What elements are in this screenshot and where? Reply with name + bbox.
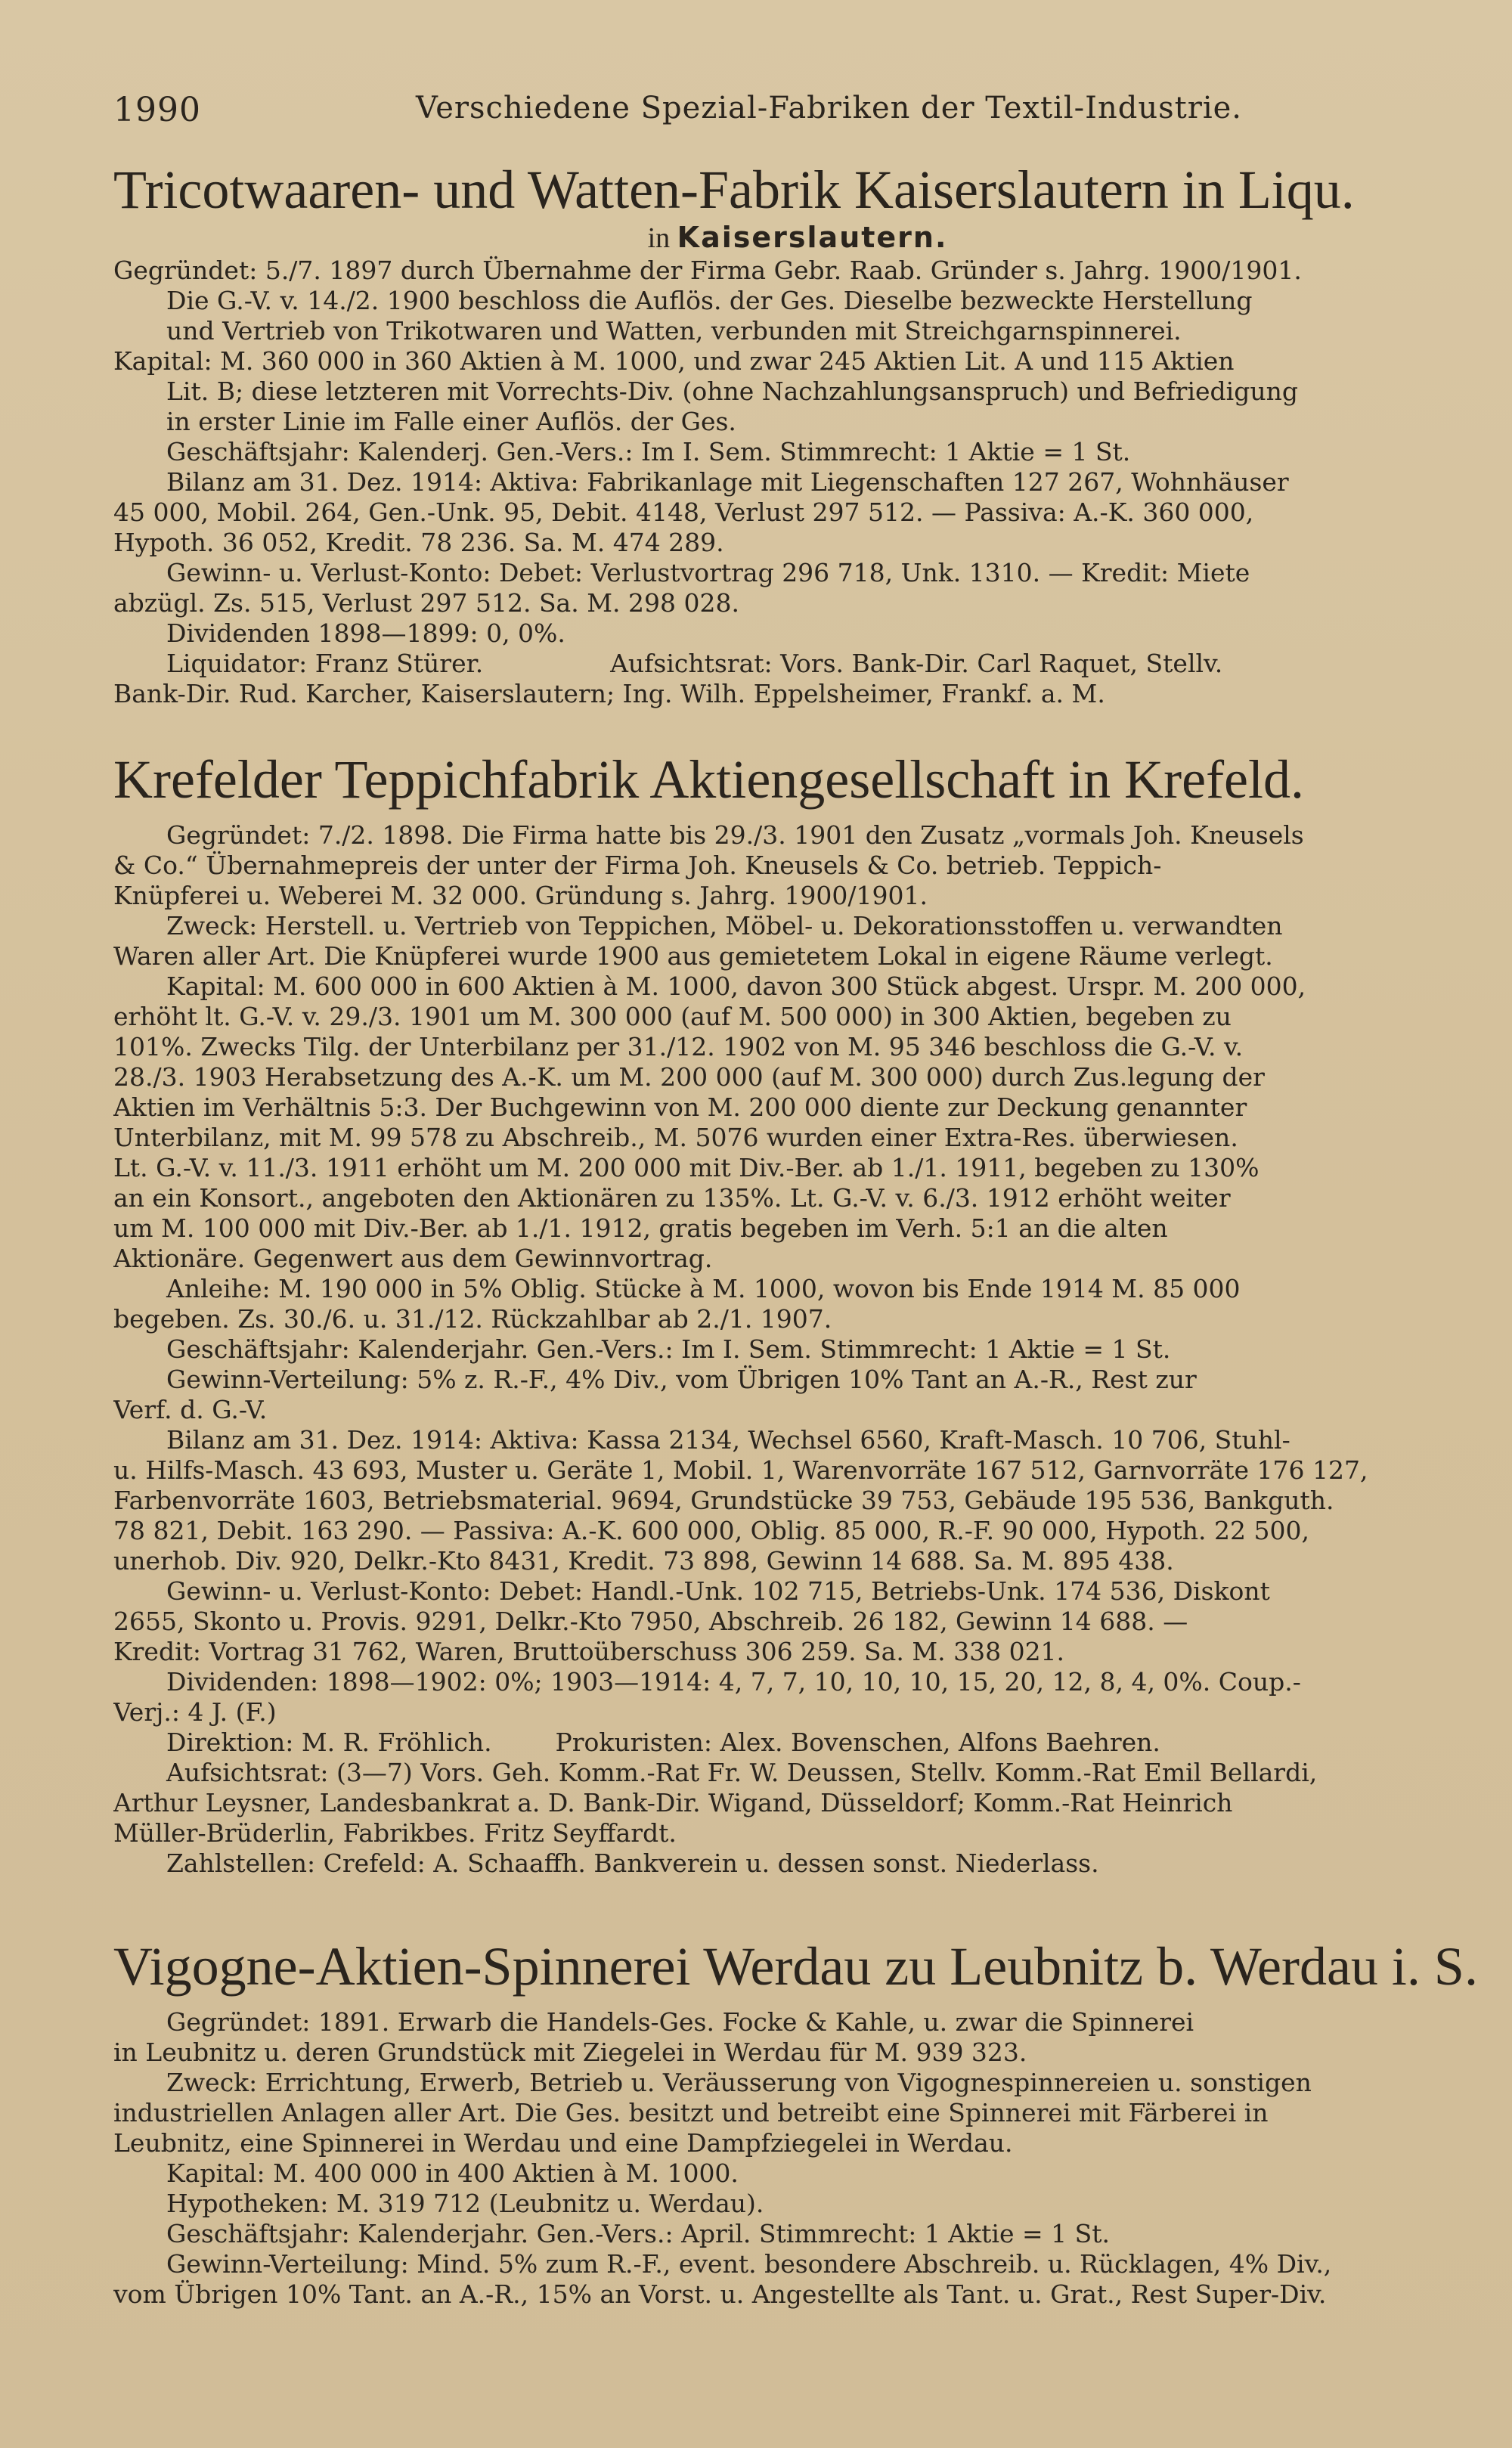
entry-line: Zweck: Errichtung, Erwerb, Betrieb u. Veräusserung von Vigognespinnereien u. sonstigen: [166, 2068, 1312, 2097]
entry-line: Knüpferei u. Weberei M. 32 000. Gründung s. Jahrg. 1900/1901.: [113, 881, 928, 910]
entry-line: in erster Linie im Falle einer Auflös. der Ges.: [166, 407, 736, 436]
entry-line: Müller-Brüderlin, Fabrikbes. Fritz Seyffardt.: [113, 1818, 677, 1848]
entry-line: Gewinn-Verteilung: 5% z. R.-F., 4% Div., vom Übrigen 10% Tant an A.-R., Rest zur: [166, 1365, 1197, 1394]
company-title: Tricotwaaren- und Watten-Fabrik Kaiserslautern in Liqu.: [113, 160, 1355, 220]
company-title: Krefelder Teppichfabrik Aktiengesellschaft in Krefeld.: [113, 749, 1304, 810]
entry-line: Kredit: Vortrag 31 762, Waren, Bruttoüberschuss 306 259. Sa. M. 338 021.: [113, 1637, 1065, 1666]
entry-line: Leubnitz, eine Spinnerei in Werdau und eine Dampfziegelei in Werdau.: [113, 2128, 1013, 2158]
company-location: [113, 220, 1482, 256]
entry-line: Lt. G.-V. v. 11./3. 1911 erhöht um M. 200 000 mit Div.-Ber. ab 1./1. 1911, begeben zu 130%: [113, 1153, 1259, 1182]
entry-line: Gegründet: 5./7. 1897 durch Übernahme der Firma Gebr. Raab. Gründer s. Jahrg. 1900/1901.: [113, 256, 1302, 285]
entry-line: in Leubnitz u. deren Grundstück mit Ziegelei in Werdau für M. 939 323.: [113, 2037, 1027, 2067]
page-number: 1990: [113, 91, 201, 129]
entry-line: Direktion: M. R. Fröhlich. Prokuristen: Alex. Bovenschen, Alfons Baehren.: [166, 1728, 1160, 1757]
entry-line: Aktionäre. Gegenwert aus dem Gewinnvortrag.: [113, 1244, 713, 1273]
entry-line: Kapital: M. 400 000 in 400 Aktien à M. 1000.: [166, 2158, 739, 2188]
entry-line: Gewinn- u. Verlust-Konto: Debet: Handl.-Unk. 102 715, Betriebs-Unk. 174 536, Diskont: [166, 1576, 1270, 1606]
entry-line: Gegründet: 1891. Erwarb die Handels-Ges. Focke & Kahle, u. zwar die Spinnerei: [166, 2007, 1194, 2037]
entry-line: Bilanz am 31. Dez. 1914: Aktiva: Fabrikanlage mit Liegenschaften 127 267, Wohnhäuser: [166, 467, 1289, 497]
entry-line: und Vertrieb von Trikotwaren und Watten, verbunden mit Streichgarnspinnerei.: [166, 316, 1182, 346]
entry-line: industriellen Anlagen aller Art. Die Ges. besitzt und betreibt eine Spinnerei mit Färberei in: [113, 2098, 1269, 2127]
location-place: Kaiserslautern.: [677, 221, 948, 254]
entry-line: 78 821, Debit. 163 290. — Passiva: A.-K. 600 000, Oblig. 85 000, R.-F. 90 000, Hypoth. 22 500,: [113, 1516, 1309, 1545]
entry-line: Kapital: M. 360 000 in 360 Aktien à M. 1000, und zwar 245 Aktien Lit. A und 115 Aktien: [113, 346, 1235, 376]
entry-line: Bilanz am 31. Dez. 1914: Aktiva: Kassa 2134, Wechsel 6560, Kraft-Masch. 10 706, Stuhl-: [166, 1425, 1290, 1455]
entry-line: vom Übrigen 10% Tant. an A.-R., 15% an Vorst. u. Angestellte als Tant. u. Grat., Rest Super-Div.: [113, 2279, 1327, 2309]
entry-line: an ein Konsort., angeboten den Aktionären zu 135%. Lt. G.-V. v. 6./3. 1912 erhöht weiter: [113, 1183, 1231, 1213]
entry-line: begeben. Zs. 30./6. u. 31./12. Rückzahlbar ab 2./1. 1907.: [113, 1304, 832, 1334]
entry-line: Zahlstellen: Crefeld: A. Schaaffh. Bankverein u. dessen sonst. Niederlass.: [166, 1848, 1099, 1878]
entry-line: Gegründet: 7./2. 1898. Die Firma hatte bis 29./3. 1901 den Zusatz „vormals Joh. Kneusels: [166, 820, 1304, 850]
entry-line: Unterbilanz, mit M. 99 578 zu Abschreib., M. 5076 wurden einer Extra-Res. überwiesen.: [113, 1123, 1238, 1152]
entry-line: Verj.: 4 J. (F.): [113, 1697, 277, 1727]
entry-line: Verf. d. G.-V.: [113, 1395, 268, 1424]
entry-line: 2655, Skonto u. Provis. 9291, Delkr.-Kto 7950, Abschreib. 26 182, Gewinn 14 688. —: [113, 1607, 1188, 1636]
entry-line: Dividenden: 1898—1902: 0%; 1903—1914: 4, 7, 7, 10, 10, 10, 15, 20, 12, 8, 4, 0%. Coup.-: [166, 1667, 1301, 1697]
company-entry-tricotwaaren: [113, 155, 1482, 709]
entry-line: erhöht lt. G.-V. v. 29./3. 1901 um M. 300 000 (auf M. 500 000) in 300 Aktien, begeben zu: [113, 1002, 1232, 1031]
entry-line: Gewinn-Verteilung: Mind. 5% zum R.-F., event. besondere Abschreib. u. Rücklagen, 4% Div.,: [166, 2249, 1332, 2279]
entry-line: Hypotheken: M. 319 712 (Leubnitz u. Werdau).: [166, 2189, 764, 2218]
company-title: Vigogne-Aktien-Spinnerei Werdau zu Leubnitz b. Werdau i. S.: [113, 1936, 1478, 1997]
entry-line: Geschäftsjahr: Kalenderjahr. Gen.-Vers.: April. Stimmrecht: 1 Aktie = 1 St.: [166, 2219, 1110, 2248]
entry-line: & Co.“ Übernahmepreis der unter der Firma Joh. Kneusels & Co. betrieb. Teppich-: [113, 851, 1162, 880]
entry-line: Geschäftsjahr: Kalenderj. Gen.-Vers.: Im I. Sem. Stimmrecht: 1 Aktie = 1 St.: [166, 437, 1131, 466]
location-prefix: in: [647, 222, 671, 254]
entry-line: Waren aller Art. Die Knüpferei wurde 1900 aus gemietetem Lokal in eigene Räume verlegt.: [113, 941, 1273, 971]
entry-line: Arthur Leysner, Landesbankrat a. D. Bank-Dir. Wigand, Düsseldorf; Komm.-Rat Heinrich: [113, 1788, 1233, 1817]
entry-line: 45 000, Mobil. 264, Gen.-Unk. 95, Debit. 4148, Verlust 297 512. — Passiva: A.-K. 360 000,: [113, 497, 1254, 527]
entry-line: 101%. Zwecks Tilg. der Unterbilanz per 31./12. 1902 von M. 95 346 beschloss die G.-V. v.: [113, 1032, 1244, 1061]
entry-line: Bank-Dir. Rud. Karcher, Kaiserslautern; Ing. Wilh. Eppelsheimer, Frankf. a. M.: [113, 679, 1105, 708]
company-entry-krefelder: [113, 745, 1482, 1879]
entry-line: Lit. B; diese letzteren mit Vorrechts-Div. (ohne Nachzahlungsanspruch) und Befriedigung: [166, 376, 1298, 406]
running-head: [113, 91, 1482, 136]
entry-line: Hypoth. 36 052, Kredit. 78 236. Sa. M. 474 289.: [113, 528, 724, 557]
company-entry-vigogne: [113, 1932, 1482, 2310]
entry-line: Liquidator: Franz Stürer. Aufsichtsrat: Vors. Bank-Dir. Carl Raquet, Stellv.: [166, 649, 1223, 678]
entry-line: Zweck: Herstell. u. Vertrieb von Teppichen, Möbel- u. Dekorationsstoffen u. verwandten: [166, 911, 1283, 940]
entry-line: Geschäftsjahr: Kalenderjahr. Gen.-Vers.: Im I. Sem. Stimmrecht: 1 Aktie = 1 St.: [166, 1334, 1171, 1364]
entry-line: Dividenden 1898—1899: 0, 0%.: [166, 618, 565, 648]
entry-line: 28./3. 1903 Herabsetzung des A.-K. um M. 200 000 (auf M. 300 000) durch Zus.legung der: [113, 1062, 1265, 1092]
entry-line: Kapital: M. 600 000 in 600 Aktien à M. 1000, davon 300 Stück abgest. Urspr. M. 200 000,: [166, 971, 1306, 1001]
entry-line: Aktien im Verhältnis 5:3. Der Buchgewinn von M. 200 000 diente zur Deckung genannter: [113, 1092, 1247, 1122]
entry-line: Farbenvorräte 1603, Betriebsmaterial. 9694, Grundstücke 39 753, Gebäude 195 536, Bankguth.: [113, 1486, 1334, 1515]
entry-line: Anleihe: M. 190 000 in 5% Oblig. Stücke à M. 1000, wovon bis Ende 1914 M. 85 000: [166, 1274, 1241, 1303]
entry-line: Die G.-V. v. 14./2. 1900 beschloss die Auflös. der Ges. Dieselbe bezweckte Herstellung: [166, 286, 1253, 315]
entry-line: um M. 100 000 mit Div.-Ber. ab 1./1. 1912, gratis begeben im Verh. 5:1 an die alten: [113, 1213, 1168, 1243]
entry-line: unerhob. Div. 920, Delkr.-Kto 8431, Kredit. 73 898, Gewinn 14 688. Sa. M. 895 438.: [113, 1546, 1174, 1576]
entry-line: abzügl. Zs. 515, Verlust 297 512. Sa. M. 298 028.: [113, 588, 739, 618]
running-title: Verschiedene Spezial-Fabriken der Textil-Industrie.: [416, 91, 1243, 125]
entry-line: Gewinn- u. Verlust-Konto: Debet: Verlustvortrag 296 718, Unk. 1310. — Kredit: Miete: [166, 558, 1250, 587]
entry-line: u. Hilfs-Masch. 43 693, Muster u. Geräte 1, Mobil. 1, Warenvorräte 167 512, Garnvorräte 176 127,: [113, 1455, 1368, 1485]
entry-line: Aufsichtsrat: (3—7) Vors. Geh. Komm.-Rat Fr. W. Deussen, Stellv. Komm.-Rat Emil Bellardi,: [166, 1758, 1318, 1787]
